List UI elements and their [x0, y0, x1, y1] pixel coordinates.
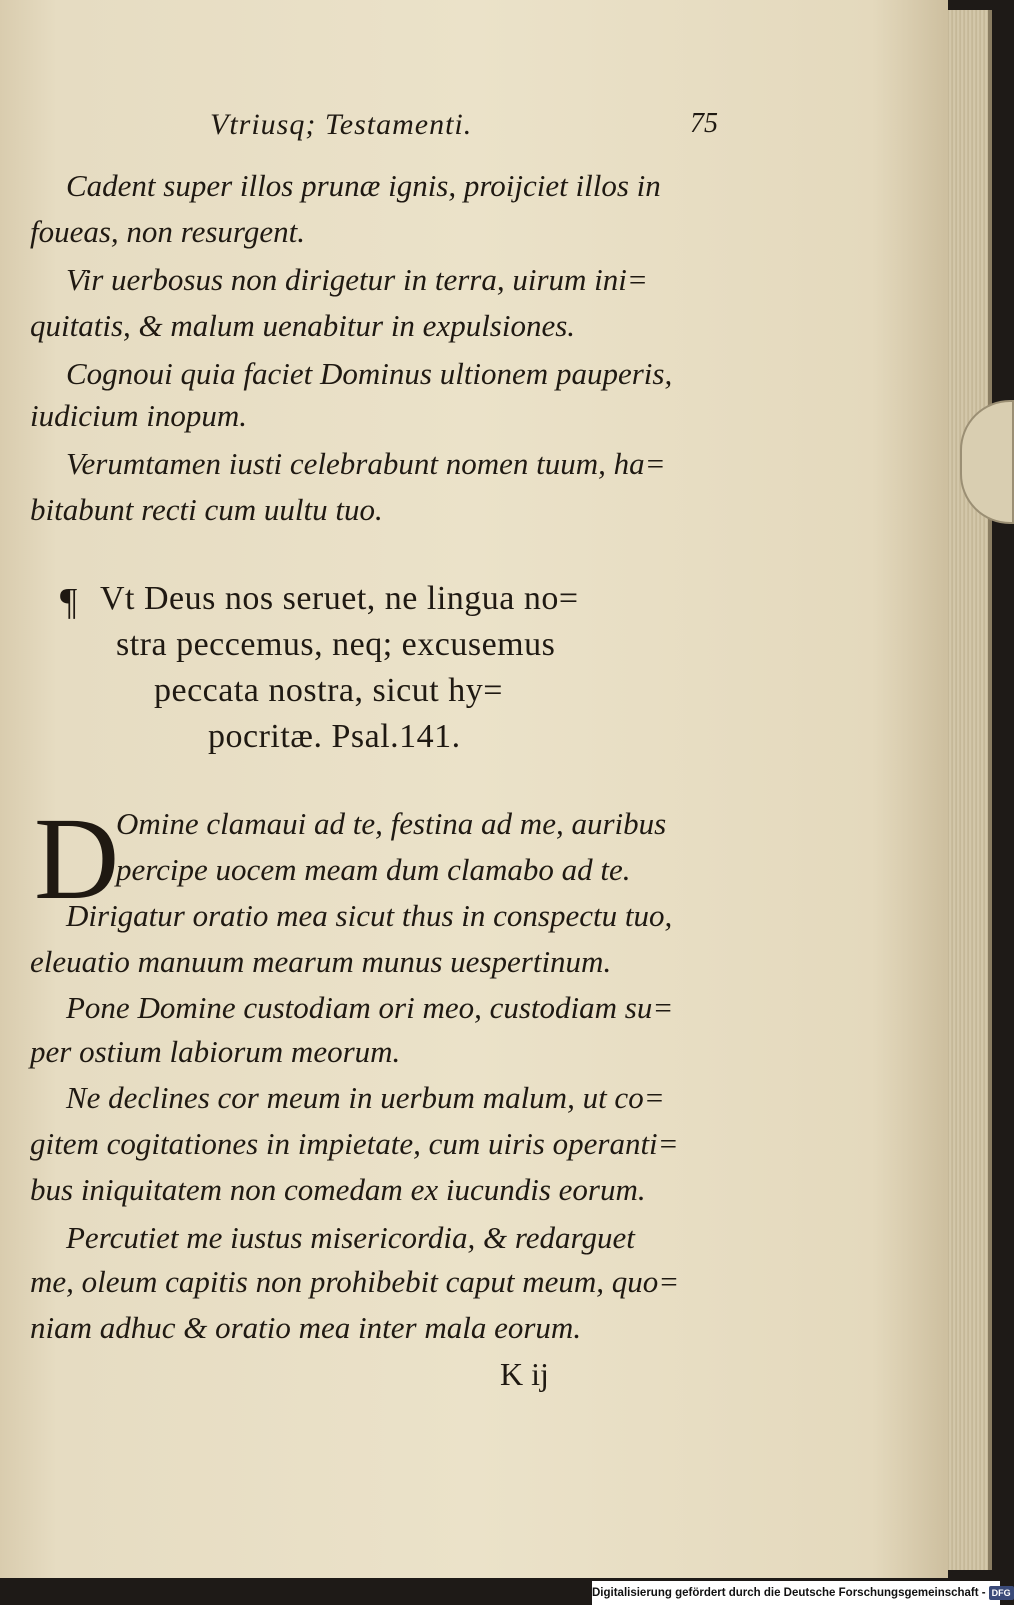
text-line: Verumtamen iusti celebrabunt nomen tuum, ha=	[66, 446, 666, 481]
credit-text: Digitalisierung gefördert durch die Deutsche Forschungsgemeinschaft -	[592, 1587, 986, 1599]
text-line: bitabunt recti cum uultu tuo.	[30, 492, 383, 527]
text-line: quitatis, & malum uenabitur in expulsiones.	[30, 308, 576, 343]
text-line: iudicium inopum.	[30, 398, 247, 433]
section-heading-line: stra peccemus, neq; excusemus	[116, 626, 556, 663]
folio-number: 75	[690, 108, 718, 139]
section-heading-line: Vt Deus nos seruet, ne lingua no=	[100, 580, 579, 617]
text-line: Cognoui quia faciet Dominus ultionem pauperis,	[66, 356, 673, 391]
text-line: eleuatio manuum mearum munus uespertinum.	[30, 944, 612, 979]
page-edge	[948, 10, 992, 1570]
dfg-logo: DFG	[989, 1586, 1014, 1600]
section-heading-line: peccata nostra, sicut hy=	[154, 672, 503, 709]
section-heading-line: pocritæ. Psal.141.	[208, 718, 461, 755]
text-line: Ne declines cor meum in uerbum malum, ut co=	[66, 1080, 665, 1115]
text-line: niam adhuc & oratio mea inter mala eorum.	[30, 1310, 582, 1345]
text-line: Dirigatur oratio mea sicut thus in conspectu tuo,	[66, 898, 673, 933]
drop-cap: D	[34, 793, 120, 924]
text-line: Vir uerbosus non dirigetur in terra, uirum ini=	[66, 262, 648, 297]
text-line: foueas, non resurgent.	[30, 214, 305, 249]
text-line: me, oleum capitis non prohibebit caput meum, quo=	[30, 1264, 680, 1299]
pilcrow-mark: ¶	[60, 581, 78, 623]
text-line: percipe uocem meam dum clamabo ad te.	[116, 852, 631, 887]
signature-mark: K ij	[500, 1356, 549, 1392]
text-line: bus iniquitatem non comedam ex iucundis eorum.	[30, 1172, 646, 1207]
digitization-credit	[592, 1581, 1011, 1605]
running-head: Vtriusq; Testamenti.	[210, 108, 473, 141]
text-line: Omine clamaui ad te, festina ad me, auribus	[116, 806, 667, 841]
text-line: Pone Domine custodiam ori meo, custodiam su=	[66, 990, 674, 1025]
text-line: Cadent super illos prunæ ignis, proijciet illos in	[66, 168, 661, 203]
text-line: per ostium labiorum meorum.	[30, 1034, 401, 1069]
text-line: Percutiet me iustus misericordia, & redarguet	[66, 1220, 635, 1255]
text-line: gitem cogitationes in impietate, cum uiris operanti=	[30, 1126, 679, 1161]
